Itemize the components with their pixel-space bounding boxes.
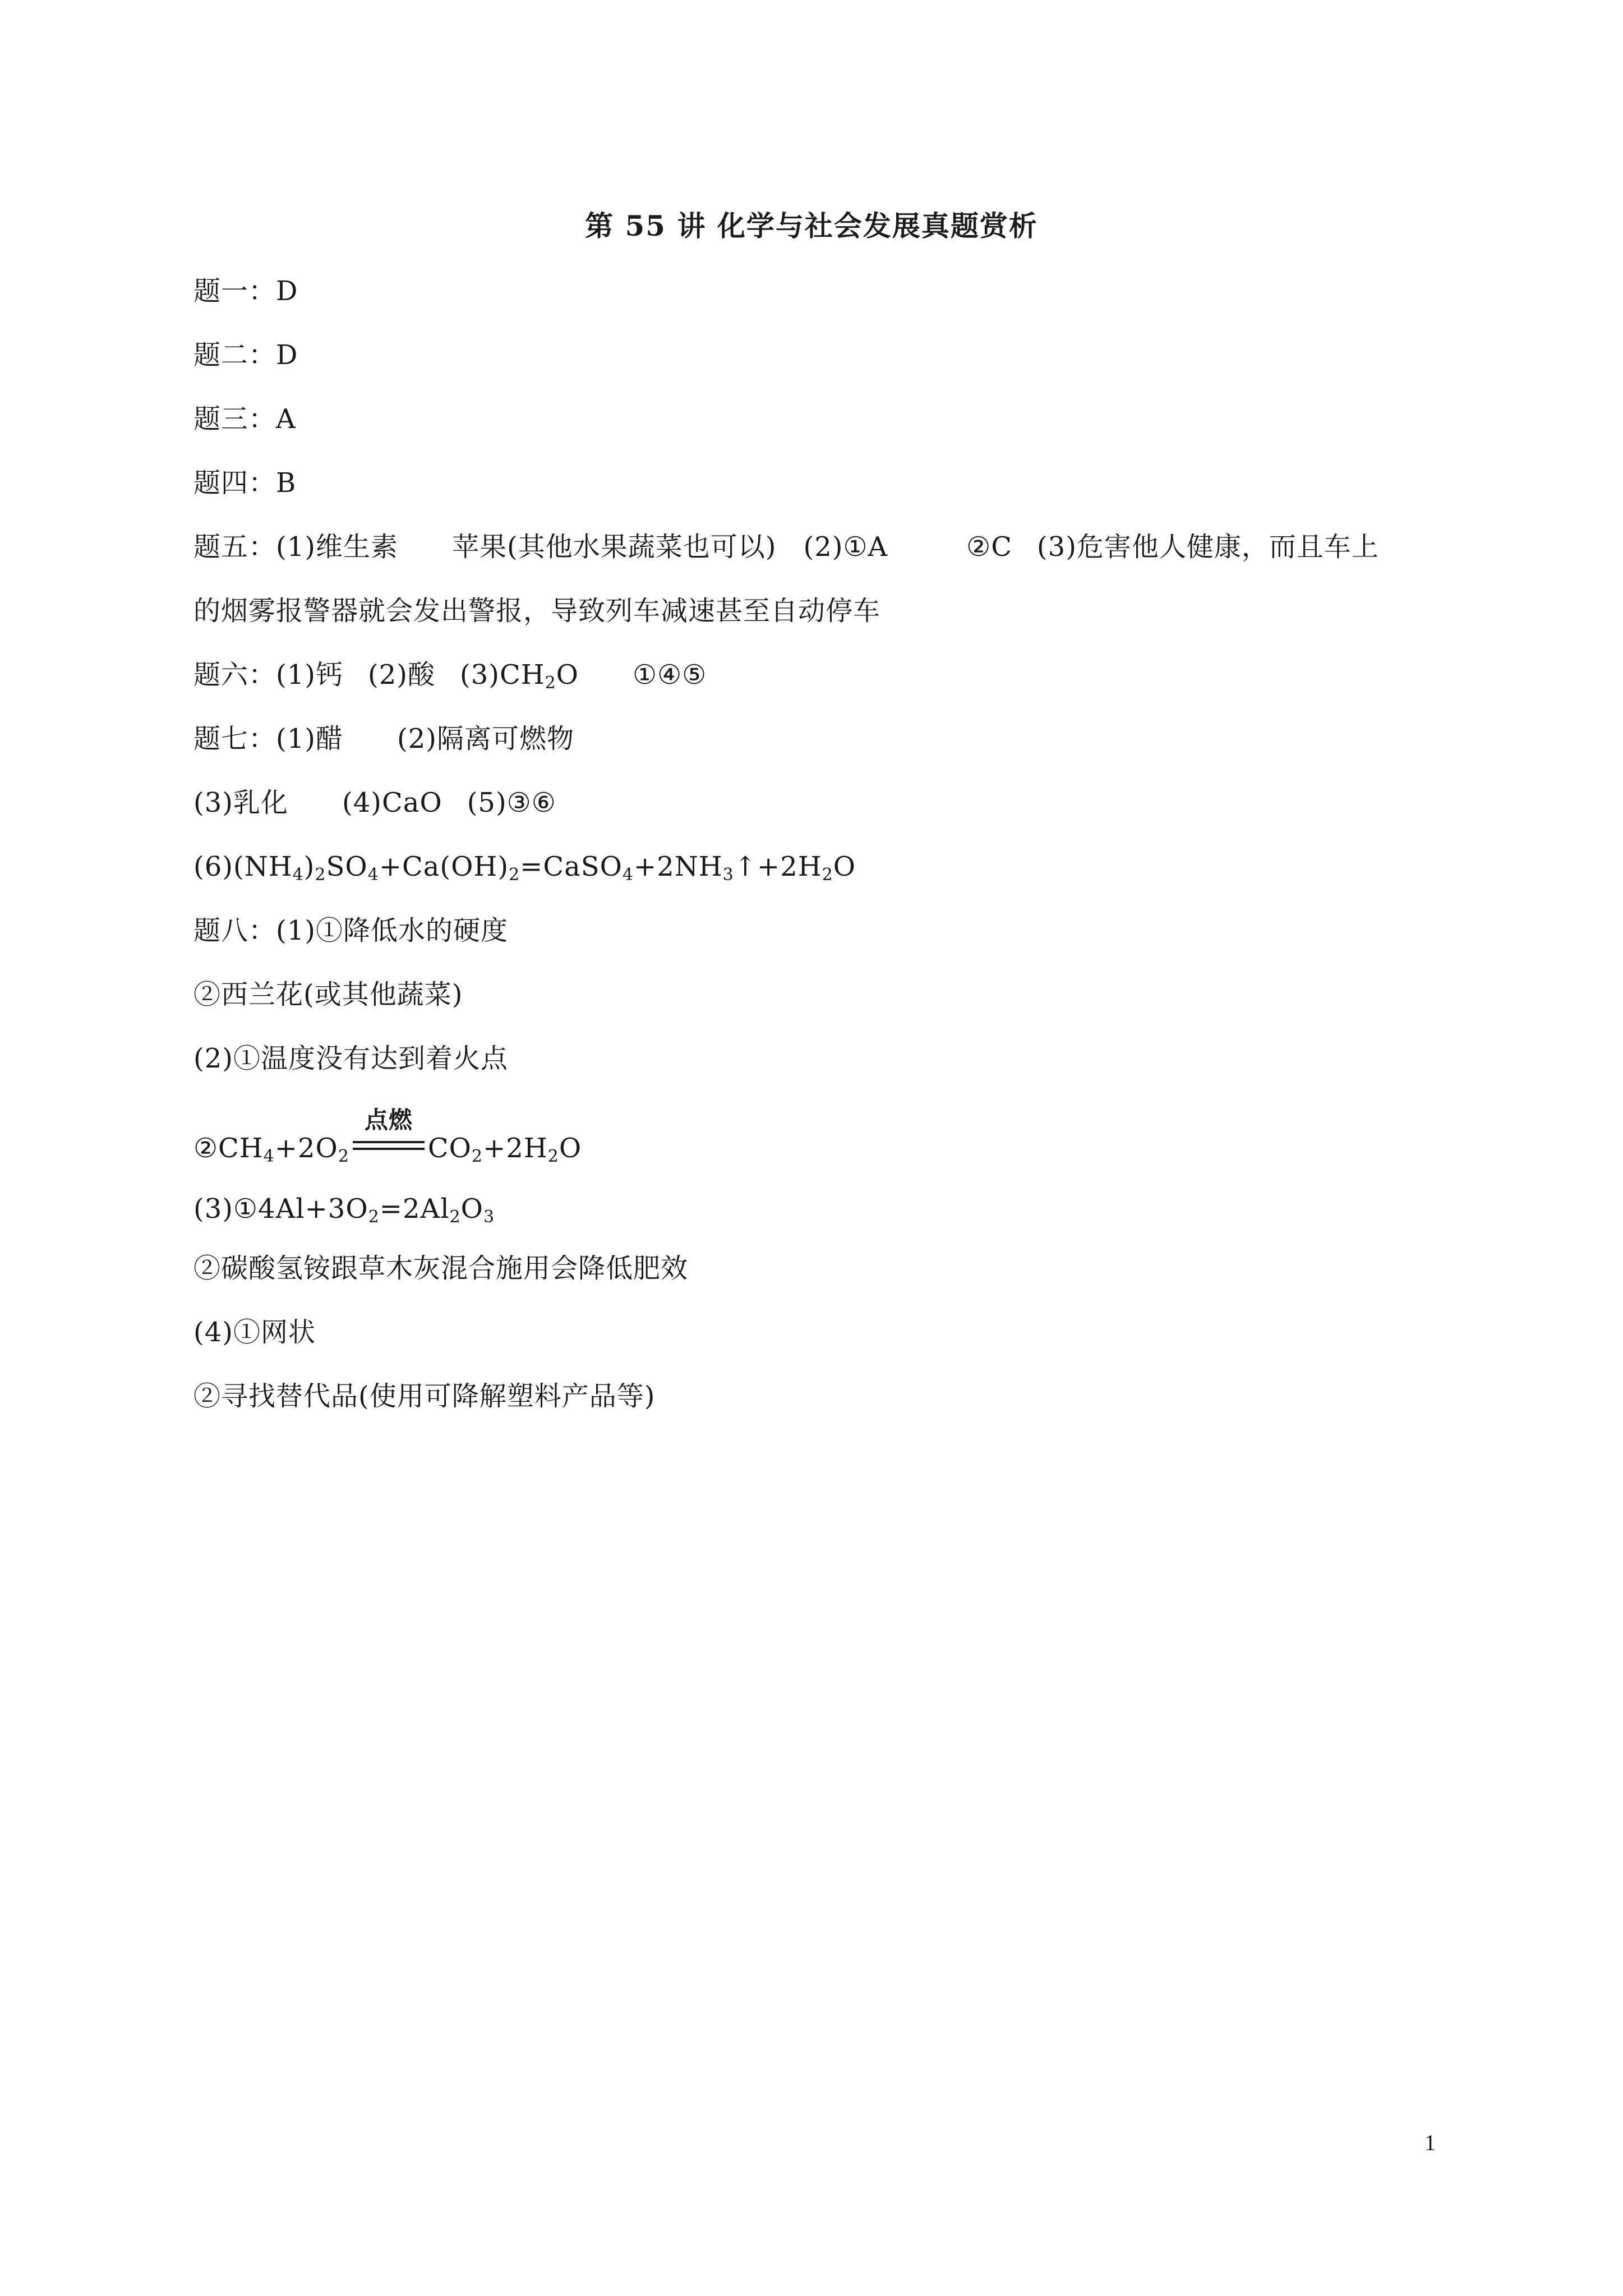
q5-part2: 苹果(其他水果蔬菜也可以) bbox=[452, 531, 777, 563]
reaction-condition bbox=[353, 1106, 425, 1168]
answer-q8-part7: (4)①网状 bbox=[193, 1317, 316, 1348]
answer-q8-equation-aluminium: $(3)①4Al+3O_2=2Al_2O_3$ bbox=[193, 1193, 495, 1227]
answer-q6 bbox=[193, 655, 707, 694]
page-number: 1 bbox=[1424, 2130, 1436, 2155]
q7-part5: (5)③⑥ bbox=[467, 787, 556, 818]
answer-q8-part8: ②寻找替代品(使用可降解塑料产品等) bbox=[193, 1381, 656, 1412]
page-title: 第 55 讲 化学与社会发展真题赏析 bbox=[585, 209, 1038, 242]
answer-q7 bbox=[193, 719, 574, 758]
q7-part3: (3)乳化 bbox=[193, 787, 288, 818]
q5-part3: (2)①A bbox=[803, 531, 888, 563]
q6-formula: $(3)CH_2O$ bbox=[460, 659, 579, 693]
q5-part1: 题五：(1)维生素 bbox=[193, 531, 398, 563]
q5-part4: ②C bbox=[966, 531, 1012, 563]
answer-q2: 题二：D bbox=[193, 339, 298, 371]
q6-part4: ①④⑤ bbox=[633, 659, 707, 691]
q7-part2: (2)隔离可燃物 bbox=[397, 723, 574, 754]
q6-part1: 题六：(1)钙 bbox=[193, 659, 343, 691]
q7-part4: (4)CaO bbox=[342, 787, 442, 818]
answer-q5 bbox=[193, 527, 1379, 567]
answer-q4: 题四：B bbox=[193, 467, 297, 499]
q7-part1: 题七：(1)醋 bbox=[193, 723, 343, 754]
q6-part2: (2)酸 bbox=[368, 659, 435, 691]
answer-q3: 题三：A bbox=[193, 403, 296, 435]
answer-q8-equation-combustion: $②CH_4+2O_2$ 点燃 $CO_2+2H_2O$ bbox=[193, 1129, 582, 1168]
answer-q8-part1: 题八：(1)①降低水的硬度 bbox=[193, 915, 508, 946]
answer-q7-line2 bbox=[193, 783, 556, 822]
answer-q7-equation: $(6)(NH_4)_2SO_4+Ca(OH)_2=CaSO_4+2NH_3↑+2H_2O$ bbox=[193, 851, 856, 885]
condition-ignite-label: 点燃 bbox=[364, 1106, 413, 1134]
answer-q1: 题一：D bbox=[193, 275, 298, 307]
answer-q5-continued: 的烟雾报警器就会发出警报，导致列车减速甚至自动停车 bbox=[193, 595, 881, 627]
answer-q8-part2: ②西兰花(或其他蔬菜) bbox=[193, 979, 463, 1010]
answer-q8-part3: (2)①温度没有达到着火点 bbox=[193, 1043, 508, 1074]
answer-q8-part6: ②碳酸氢铵跟草木灰混合施用会降低肥效 bbox=[193, 1253, 689, 1284]
q5-part5: (3)危害他人健康，而且车上 bbox=[1036, 531, 1379, 563]
